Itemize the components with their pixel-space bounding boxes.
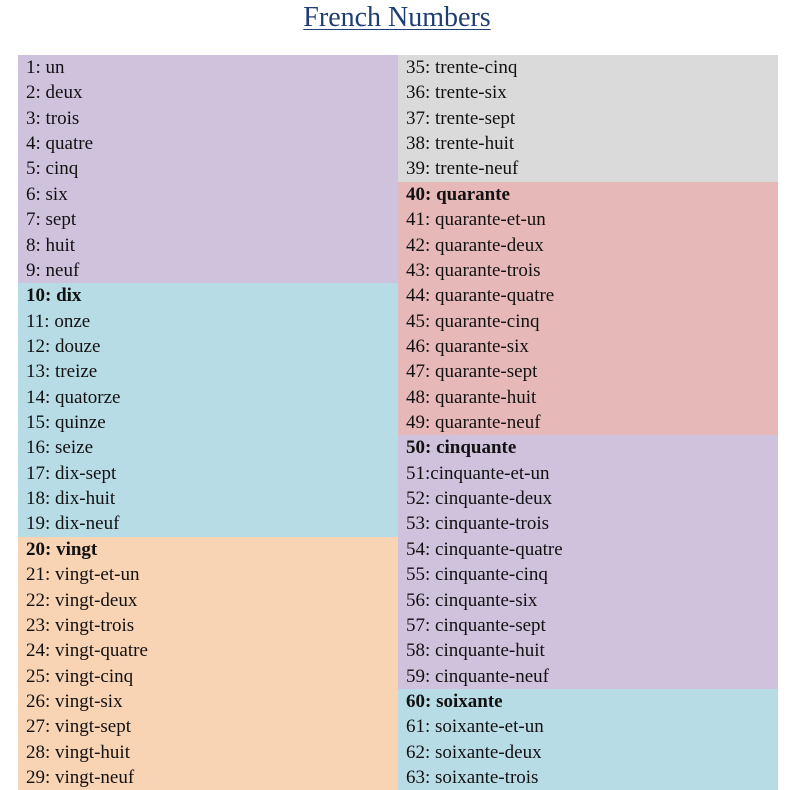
number-row: 63: soixante-trois xyxy=(406,767,539,789)
number-row: 47: quarante-sept xyxy=(406,361,538,383)
number-row: 18: dix-huit xyxy=(26,488,116,510)
block-10-19 xyxy=(18,283,398,537)
number-row: 54: cinquante-quatre xyxy=(406,538,563,560)
block-35-39 xyxy=(398,55,778,182)
number-row: 53: cinquante-trois xyxy=(406,513,549,535)
number-row: 3: trois xyxy=(26,107,80,129)
number-row: 45: quarante-cinq xyxy=(406,310,540,332)
number-row: 13: treize xyxy=(26,361,98,383)
number-row: 60: soixante xyxy=(406,690,503,712)
number-row: 35: trente-cinq xyxy=(406,57,518,78)
number-row: 61: soixante-et-un xyxy=(406,716,544,738)
block-1-9 xyxy=(18,55,398,283)
numbers-table xyxy=(18,55,778,790)
number-row: 9: neuf xyxy=(26,259,80,281)
number-row: 37: trente-sept xyxy=(406,107,516,129)
number-row: 6: six xyxy=(26,183,68,205)
number-row: 55: cinquante-cinq xyxy=(406,564,548,586)
number-row: 15: quinze xyxy=(26,412,106,434)
number-row: 27: vingt-sept xyxy=(26,716,132,738)
number-row: 22: vingt-deux xyxy=(26,589,138,611)
number-row: 36: trente-six xyxy=(406,82,507,104)
number-row: 29: vingt-neuf xyxy=(26,767,135,789)
block-60-63 xyxy=(398,689,778,790)
number-row: 39: trente-neuf xyxy=(406,158,519,180)
number-row: 28: vingt-huit xyxy=(26,741,130,763)
number-row: 19: dix-neuf xyxy=(26,513,120,535)
number-row: 7: sept xyxy=(26,209,77,231)
number-row: 14: quatorze xyxy=(26,386,121,408)
number-row: 46: quarante-six xyxy=(406,335,529,357)
page-title-text: French Numbers xyxy=(303,2,491,33)
number-row: 50: cinquante xyxy=(406,437,517,459)
right-column xyxy=(398,55,778,790)
number-row: 8: huit xyxy=(26,234,76,256)
number-row: 16: seize xyxy=(26,437,94,459)
number-row: 52: cinquante-deux xyxy=(406,488,553,510)
number-row: 57: cinquante-sept xyxy=(406,614,546,636)
number-row: 56: cinquante-six xyxy=(406,589,538,611)
number-row: 25: vingt-cinq xyxy=(26,665,134,687)
number-row: 12: douze xyxy=(26,335,101,357)
number-row: 11: onze xyxy=(26,310,91,332)
number-row: 62: soixante-deux xyxy=(406,741,542,763)
block-50-59 xyxy=(398,435,778,689)
number-row: 40: quarante xyxy=(406,183,510,205)
block-20-29 xyxy=(18,537,398,790)
number-row: 23: vingt-trois xyxy=(26,614,135,636)
number-row: 5: cinq xyxy=(26,158,79,180)
number-row: 2: deux xyxy=(26,82,83,104)
number-row: 10: dix xyxy=(26,285,82,307)
number-row: 20: vingt xyxy=(26,538,98,560)
number-row: 24: vingt-quatre xyxy=(26,640,148,662)
number-row: 44: quarante-quatre xyxy=(406,285,555,307)
number-row: 43: quarante-trois xyxy=(406,259,541,281)
page-title xyxy=(0,0,794,36)
number-row: 42: quarante-deux xyxy=(406,234,544,256)
number-row: 4: quatre xyxy=(26,133,94,155)
number-row: 48: quarante-huit xyxy=(406,386,537,408)
number-row: 59: cinquante-neuf xyxy=(406,665,549,687)
number-row: 21: vingt-et-un xyxy=(26,564,140,586)
number-row: 58: cinquante-huit xyxy=(406,640,545,662)
block-40-49 xyxy=(398,182,778,436)
number-row: 38: trente-huit xyxy=(406,133,515,155)
number-row: 1: un xyxy=(26,57,65,78)
number-row: 41: quarante-et-un xyxy=(406,209,546,231)
left-column xyxy=(18,55,398,790)
number-row: 49: quarante-neuf xyxy=(406,412,541,434)
number-row: 17: dix-sept xyxy=(26,462,117,484)
number-row: 26: vingt-six xyxy=(26,690,123,712)
number-row: 51:cinquante-et-un xyxy=(406,462,550,484)
